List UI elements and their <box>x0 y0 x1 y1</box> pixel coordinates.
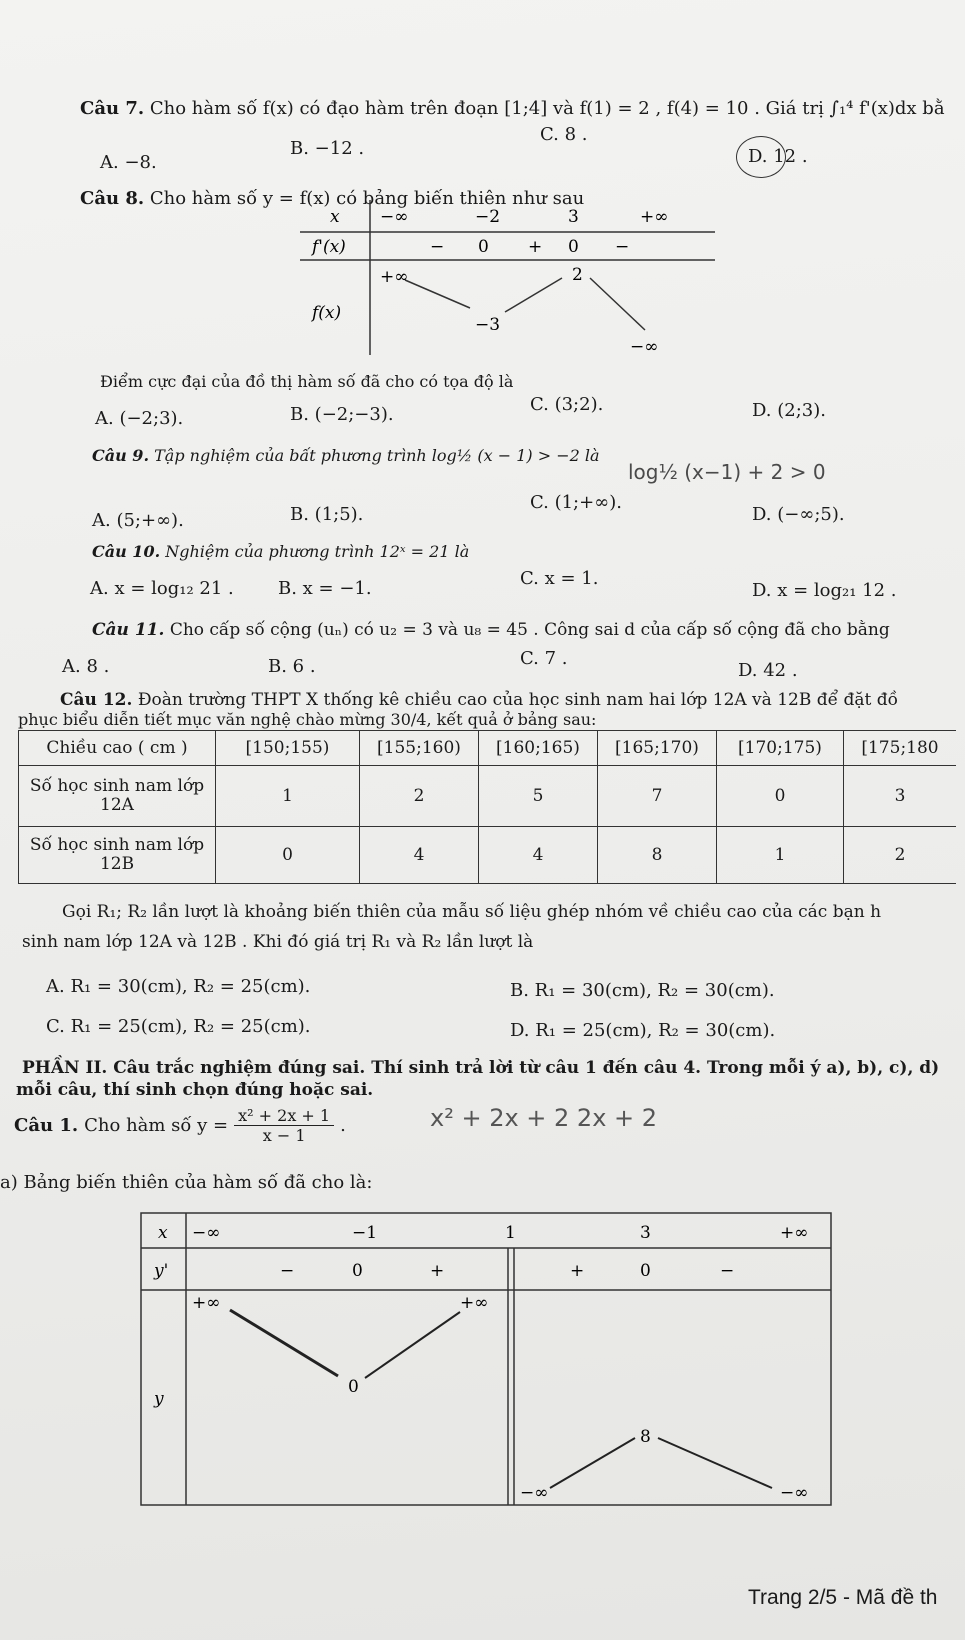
q11-title: Câu 11. <box>92 620 165 640</box>
q9-option-a: A. (5;+∞). <box>92 510 184 531</box>
p2q1-sign-zero-1: 0 <box>352 1261 363 1281</box>
table-header-row <box>19 731 957 766</box>
table-cell: 4 <box>360 827 479 884</box>
p2q1-text: Cho hàm số y = <box>84 1115 229 1136</box>
q8-x-minus2: −2 <box>475 207 501 227</box>
p2q1-y-8: 8 <box>640 1427 651 1447</box>
q12-title: Câu 12. <box>60 690 133 710</box>
p2q1-handwritten-note: x² + 2x + 2 2x + 2 <box>430 1104 658 1132</box>
q8-sign-2: + <box>528 237 543 257</box>
q9-option-d: D. (−∞;5). <box>752 504 845 525</box>
q10-option-c: C. x = 1. <box>520 568 599 589</box>
part2-line2: mỗi câu, thí sinh chọn đúng hoặc sai. <box>16 1080 374 1100</box>
p2q1-sign-2: + <box>430 1261 445 1281</box>
p2q1-d-label: y' <box>154 1261 169 1281</box>
table-cell: 2 <box>360 766 479 827</box>
p2q1-line <box>14 1106 346 1145</box>
q12-line1 <box>60 690 898 710</box>
table-header-cell: [155;160) <box>360 731 479 766</box>
q8-f-label: f(x) <box>312 303 342 323</box>
p2q1-y-pos-inf-mid: +∞ <box>460 1293 489 1313</box>
q12-option-c: C. R₁ = 25(cm), R₂ = 25(cm). <box>46 1016 311 1037</box>
q12-option-b: B. R₁ = 30(cm), R₂ = 30(cm). <box>510 980 775 1001</box>
table-cell: 0 <box>717 766 844 827</box>
q7-line <box>80 98 945 119</box>
table-row <box>19 766 957 827</box>
q7-text: Cho hàm số f(x) có đạo hàm trên đoạn [1;4] và f(1) = 2 , f(4) = 10 . Giá trị ∫₁⁴ f'(x)dx bằ <box>149 98 945 119</box>
q8-title: Câu 8. <box>80 188 145 209</box>
q12-option-a: A. R₁ = 30(cm), R₂ = 25(cm). <box>46 976 311 997</box>
p2q1-x-pos-inf: +∞ <box>780 1223 809 1243</box>
q11-option-a: A. 8 . <box>62 656 110 677</box>
q9-text: Tập nghiệm của bất phương trình log½ (x − 1) > −2 là <box>154 446 600 465</box>
q7-option-a: A. −8. <box>100 152 157 173</box>
q8-sign-1: − <box>430 237 445 257</box>
q12-line2: phục biểu diễn tiết mục văn nghệ chào mừng 30/4, kết quả ở bảng sau: <box>18 710 597 729</box>
p2q1-x-1: 1 <box>505 1223 516 1243</box>
q7-title: Câu 7. <box>80 98 145 119</box>
q8-option-b: B. (−2;−3). <box>290 404 394 425</box>
q7-option-d: D. 12 . <box>748 146 808 167</box>
q10-option-d: D. x = log₂₁ 12 . <box>752 580 897 601</box>
table-row <box>19 827 957 884</box>
q8-f-2: 2 <box>572 265 583 285</box>
p2q1-denominator: x − 1 <box>262 1126 306 1145</box>
table-cell: 0 <box>216 827 360 884</box>
table-cell: 4 <box>479 827 598 884</box>
table-header-cell: [165;170) <box>598 731 717 766</box>
q8-sign-zero-2: 0 <box>568 237 579 257</box>
p2q1-sign-1: − <box>280 1261 295 1281</box>
p2q1-x-3: 3 <box>640 1223 651 1243</box>
q8-option-d: D. (2;3). <box>752 400 826 421</box>
table-cell: 5 <box>479 766 598 827</box>
q8-f-neg-inf: −∞ <box>630 337 659 357</box>
p2q1-y-zero: 0 <box>348 1377 359 1397</box>
q10-line <box>92 542 469 561</box>
table-cell: 8 <box>598 827 717 884</box>
q8-sign-zero-1: 0 <box>478 237 489 257</box>
p2q1-title: Câu 1. <box>14 1115 79 1136</box>
q7-answer-circle <box>736 136 786 178</box>
q9-title: Câu 9. <box>92 446 150 465</box>
q9-option-b: B. (1;5). <box>290 504 364 525</box>
q8-option-c: C. (3;2). <box>530 394 604 415</box>
q8-x-label: x <box>330 207 340 227</box>
q8-f-pos-inf: +∞ <box>380 267 409 287</box>
table-cell: 2 <box>844 827 957 884</box>
q8-arrow-down-2 <box>590 278 645 330</box>
q9-option-c: C. (1;+∞). <box>530 492 622 513</box>
p2q1-y-label: y <box>154 1389 164 1409</box>
q8-variation-table <box>300 200 720 360</box>
table-header-cell: [150;155) <box>216 731 360 766</box>
p2q1-arrow-down-2 <box>658 1438 772 1488</box>
q10-option-a: A. x = log₁₂ 21 . <box>90 578 234 599</box>
q12-option-d: D. R₁ = 25(cm), R₂ = 30(cm). <box>510 1020 776 1041</box>
p2q1-arrow-up-2 <box>550 1438 635 1488</box>
q10-title: Câu 10. <box>92 542 161 561</box>
p2q1-suffix: . <box>340 1115 346 1136</box>
table-header-cell: [170;175) <box>717 731 844 766</box>
q12-height-table <box>18 730 956 884</box>
q8-arrow-down-1 <box>405 280 470 308</box>
p2q1-x-label: x <box>158 1223 168 1243</box>
q9-line <box>92 446 600 465</box>
p2q1-a-text: a) Bảng biến thiên của hàm số đã cho là: <box>0 1172 373 1193</box>
q10-text: Nghiệm của phương trình 12ˣ = 21 là <box>165 542 470 561</box>
q11-text: Cho cấp số cộng (uₙ) có u₂ = 3 và u₈ = 45 . Công sai d của cấp số cộng đã cho bằng <box>169 620 890 640</box>
p2q1-numerator: x² + 2x + 1 <box>234 1106 334 1126</box>
p2q1-y-neg-inf-right: −∞ <box>780 1483 809 1503</box>
q7-option-c: C. 8 . <box>540 124 588 145</box>
table-row-label: Số học sinh nam lớp 12B <box>19 827 216 884</box>
part2-line1: PHẦN II. Câu trắc nghiệm đúng sai. Thí sinh trả lời từ câu 1 đến câu 4. Trong mỗi ý a), b), c), d) <box>22 1058 940 1078</box>
p2q1-sign-4: − <box>720 1261 735 1281</box>
q12-text2: sinh nam lớp 12A và 12B . Khi đó giá trị R₁ và R₂ lần lượt là <box>22 932 534 952</box>
q8-d-label: f'(x) <box>312 237 346 257</box>
q8-x-neg-inf: −∞ <box>380 207 409 227</box>
q11-line <box>92 620 890 640</box>
q8-option-a: A. (−2;3). <box>95 408 184 429</box>
p2q1-sign-3: + <box>570 1261 585 1281</box>
q8-prompt: Điểm cực đại của đồ thị hàm số đã cho có tọa độ là <box>100 372 514 391</box>
table-cell: 1 <box>216 766 360 827</box>
q11-option-c: C. 7 . <box>520 648 568 669</box>
p2q1-fraction <box>234 1106 334 1145</box>
p2q1-x-neg-inf: −∞ <box>192 1223 221 1243</box>
table-header-cell: [175;180 <box>844 731 957 766</box>
table-row-label: Số học sinh nam lớp 12A <box>19 766 216 827</box>
p2q1-sign-zero-2: 0 <box>640 1261 651 1281</box>
table-cell: 1 <box>717 827 844 884</box>
table-cell: 7 <box>598 766 717 827</box>
p2q1-y-pos-inf-left: +∞ <box>192 1293 221 1313</box>
page-footer: Trang 2/5 - Mã đề th <box>748 1586 938 1609</box>
table-cell: 3 <box>844 766 957 827</box>
q8-f-minus3: −3 <box>475 315 501 335</box>
q8-x-pos-inf: +∞ <box>640 207 669 227</box>
q8-sign-3: − <box>615 237 630 257</box>
q11-option-d: D. 42 . <box>738 660 798 681</box>
q11-option-b: B. 6 . <box>268 656 316 677</box>
p2q1-variation-table <box>140 1212 840 1512</box>
q7-option-b: B. −12 . <box>290 138 365 159</box>
table-header-cell: Chiều cao ( cm ) <box>19 731 216 766</box>
p2q1-y-neg-inf-mid: −∞ <box>520 1483 549 1503</box>
table-header-cell: [160;165) <box>479 731 598 766</box>
q10-option-b: B. x = −1. <box>278 578 372 599</box>
q9-handwritten-note: log½ (x−1) + 2 > 0 <box>628 460 826 484</box>
p2q1-x-minus1: −1 <box>352 1223 378 1243</box>
q8-x-3: 3 <box>568 207 579 227</box>
p2q1-arrow-down-1 <box>230 1310 338 1376</box>
p2q1-arrow-up-1 <box>365 1312 460 1378</box>
q12-text1: Đoàn trường THPT X thống kê chiều cao của học sinh nam hai lớp 12A và 12B để đặt đồ <box>137 690 899 710</box>
q12-text1: Gọi R₁; R₂ lần lượt là khoảng biến thiên của mẫu số liệu ghép nhóm về chiều cao của các bạn h <box>62 902 882 922</box>
q8-arrow-up <box>505 278 562 312</box>
q8-text: Cho hàm số y = f(x) có bảng biến thiên như sau <box>149 188 585 209</box>
